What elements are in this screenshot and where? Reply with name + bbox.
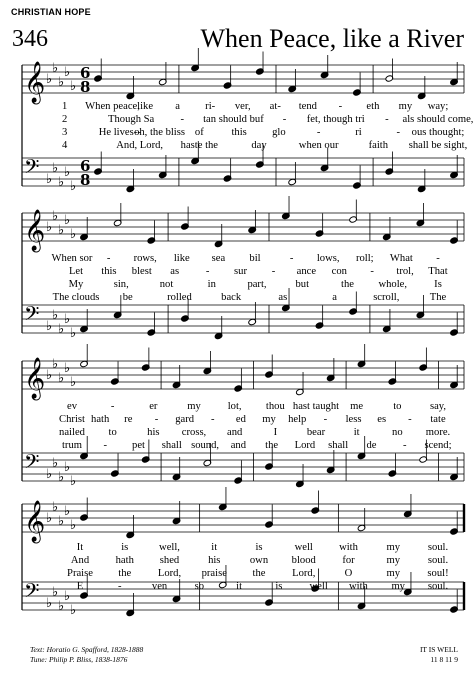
lyric-syllable: it — [353, 427, 360, 438]
lyric-syllable: haste the — [180, 140, 219, 151]
time-signature-bottom: 8 — [80, 171, 91, 189]
lyric-line — [0, 139, 474, 152]
staff-bass — [22, 302, 464, 341]
lyric-line — [0, 126, 474, 139]
lyric-syllable: ance — [296, 266, 317, 277]
lyric-syllable: Though Sa — [108, 114, 155, 125]
bass-clef-icon: 𝄢 — [24, 155, 40, 183]
lyric-syllable: it — [211, 542, 218, 553]
lyric-line — [0, 100, 474, 113]
flat-icon: ♭ — [52, 585, 59, 600]
lyric-syllable: ri- — [205, 101, 216, 112]
lyric-syllable: - — [338, 101, 343, 112]
lyric-syllable: the — [341, 279, 354, 290]
flat-icon: ♭ — [70, 326, 77, 341]
tune-name: IT IS WELL — [419, 645, 458, 654]
lyric-syllable: - — [211, 414, 215, 425]
time-signature-bottom: 8 — [80, 78, 91, 96]
flat-icon: ♭ — [58, 75, 65, 90]
bass-clef-icon: 𝄢 — [24, 579, 40, 607]
lyric-syllable: for — [342, 555, 355, 566]
lyric-syllable: - — [436, 253, 440, 264]
lyric-syllable: es — [377, 414, 387, 425]
flat-icon: ♭ — [46, 596, 53, 611]
lyric-syllable: rolled — [167, 292, 192, 303]
lyric-syllable: no — [392, 427, 403, 438]
lyric-syllable: my — [386, 568, 401, 579]
lyric-syllable: He lives-- — [98, 127, 141, 138]
flat-icon: ♭ — [46, 368, 53, 383]
lyric-syllable: the — [252, 568, 266, 579]
lyric-syllable: - — [205, 266, 210, 277]
lyric-syllable: ri — [355, 127, 362, 138]
lyric-syllable: ev — [67, 401, 77, 412]
lyric-syllable: hast taught — [292, 401, 340, 412]
lyric-syllable: soul. — [427, 542, 449, 553]
lyric-syllable: back — [221, 292, 242, 303]
lyric-syllable: ous thought; — [411, 127, 465, 138]
lyric-syllable: to — [393, 401, 402, 412]
lyric-syllable: O — [344, 568, 353, 579]
staff-treble — [22, 209, 464, 252]
lyric-syllable: E — [76, 581, 84, 592]
lyric-syllable: soul! — [427, 568, 449, 579]
staff-treble — [22, 357, 464, 400]
lyric-syllable: is — [255, 542, 263, 553]
lyric-syllable: - — [396, 127, 400, 138]
lyric-syllable: sin, — [113, 279, 129, 290]
lyric-syllable: Christ — [59, 414, 85, 425]
flat-icon: ♭ — [70, 518, 77, 533]
lyric-syllable: at- — [269, 101, 281, 112]
lyric-syllable: to — [108, 427, 117, 438]
flat-icon: ♭ — [70, 179, 77, 194]
lyric-syllable: so — [194, 581, 205, 592]
flat-icon: ♭ — [58, 599, 65, 614]
lyric-syllable: trum — [61, 440, 83, 451]
staff-bass — [22, 450, 464, 489]
lyric-syllable: rows, — [133, 253, 157, 264]
lyric-syllable: pet — [132, 440, 146, 451]
flat-icon: ♭ — [52, 161, 59, 176]
flat-icon: ♭ — [58, 371, 65, 386]
lyric-syllable: re — [124, 414, 133, 425]
lyric-syllable: as — [278, 292, 288, 303]
treble-clef-icon: 𝄞 — [24, 62, 46, 103]
lyric-syllable: ven — [151, 581, 168, 592]
lyric-syllable: blood — [291, 555, 316, 566]
lyric-line — [0, 413, 474, 426]
lyric-line — [0, 541, 474, 554]
lyric-line — [0, 400, 474, 413]
lyric-syllable: lot, — [227, 401, 242, 412]
lyric-syllable: sur — [234, 266, 248, 277]
lyric-syllable: help — [288, 414, 307, 425]
lyric-syllable: when our — [298, 140, 339, 151]
lyric-syllable: my — [386, 542, 401, 553]
lyric-syllable: 1 — [62, 101, 68, 112]
lyric-syllable: this — [101, 266, 117, 277]
lyric-syllable: thou — [265, 401, 285, 412]
lyric-syllable: - — [103, 440, 108, 451]
lyric-syllable: sound, — [191, 440, 220, 451]
flat-icon: ♭ — [70, 227, 77, 242]
lyric-syllable: Lord — [294, 440, 316, 451]
lyric-syllable: The clouds — [52, 292, 100, 303]
lyric-syllable: hath — [115, 555, 134, 566]
lyric-syllable: more. — [425, 427, 451, 438]
lyric-syllable: trol, — [396, 266, 414, 277]
hymn-number: 346 — [12, 26, 48, 52]
lyric-syllable: - — [110, 401, 115, 412]
lyric-syllable: is — [121, 542, 129, 553]
flat-icon: ♭ — [64, 65, 71, 80]
lyric-syllable: de — [366, 440, 377, 451]
lyric-syllable: with — [349, 581, 368, 592]
lyric-syllable: lows, — [316, 253, 340, 264]
lyric-syllable: gard — [175, 414, 195, 425]
flat-icon: ♭ — [64, 361, 71, 376]
bass-clef-icon: 𝄢 — [24, 450, 40, 478]
lyric-syllable: - — [282, 114, 287, 125]
lyric-syllable: my — [398, 101, 413, 112]
lyric-syllable: My — [68, 279, 84, 290]
lyric-syllable: The — [429, 292, 447, 303]
treble-clef-icon: 𝄞 — [24, 210, 46, 251]
lyric-syllable: - — [323, 414, 328, 425]
lyric-syllable: - — [316, 127, 321, 138]
lyric-syllable: the — [265, 440, 279, 451]
lyric-syllable: praise — [201, 568, 227, 579]
lyric-syllable: - — [289, 253, 294, 264]
lyric-syllable: Lord, — [157, 568, 182, 579]
lyric-syllable: - — [118, 581, 122, 592]
lyric-syllable: scroll, — [373, 292, 400, 303]
lyric-syllable: a — [175, 101, 180, 112]
lyric-syllable: whole, — [378, 279, 408, 290]
lyric-syllable: bear — [306, 427, 326, 438]
lyric-syllable: part, — [247, 279, 267, 290]
lyric-syllable: 3 — [62, 127, 68, 138]
lyric-syllable: hath — [91, 414, 110, 425]
lyric-syllable: it — [236, 581, 243, 592]
meter: 11 8 11 9 — [430, 655, 458, 664]
tune-credit: Tune: Philip P. Bliss, 1838-1876 — [30, 655, 128, 664]
lyric-syllable: me — [350, 401, 364, 412]
lyric-syllable: like — [137, 101, 154, 112]
lyric-syllable: - — [106, 253, 111, 264]
lyric-syllable: Praise — [67, 568, 93, 579]
lyric-syllable: cross, — [181, 427, 207, 438]
lyric-syllable: - — [408, 414, 412, 425]
staff-treble — [22, 500, 464, 543]
flat-icon: ♭ — [64, 213, 71, 228]
flat-icon: ♭ — [70, 375, 77, 390]
flat-icon: ♭ — [46, 220, 53, 235]
lyric-syllable: shall — [328, 440, 349, 451]
flat-icon: ♭ — [64, 312, 71, 327]
lyric-line — [0, 567, 474, 580]
lyric-syllable: - — [385, 114, 389, 125]
lyric-syllable: his — [208, 555, 221, 566]
lyric-syllable: ver, — [234, 101, 251, 112]
lyric-syllable: be — [122, 292, 133, 303]
lyric-syllable: in — [207, 279, 216, 290]
lyric-line — [0, 439, 474, 452]
lyric-syllable: What — [389, 253, 413, 264]
flat-icon: ♭ — [46, 319, 53, 334]
flat-icon: ♭ — [46, 467, 53, 482]
lyric-syllable: eth — [366, 101, 380, 112]
lyric-syllable: Lord, — [292, 568, 316, 579]
flat-icon: ♭ — [52, 61, 59, 76]
lyric-syllable: And — [70, 555, 90, 566]
flat-icon: ♭ — [52, 357, 59, 372]
lyric-syllable: and — [227, 427, 243, 438]
flat-icon: ♭ — [58, 470, 65, 485]
flat-icon: ♭ — [64, 165, 71, 180]
lyric-syllable: als should come, — [402, 114, 474, 125]
lyric-syllable: soul. — [427, 555, 449, 566]
flat-icon: ♭ — [52, 456, 59, 471]
lyric-syllable: well — [294, 542, 313, 553]
lyric-syllable: I — [273, 427, 278, 438]
lyric-syllable: a — [332, 292, 337, 303]
text-credit: Text: Horatio G. Spafford, 1828-1888 — [30, 645, 144, 654]
lyric-syllable: - — [154, 414, 159, 425]
lyric-syllable: my — [187, 401, 201, 412]
lyric-syllable: my — [262, 414, 276, 425]
flat-icon: ♭ — [70, 474, 77, 489]
bass-clef-icon: 𝄢 — [24, 302, 40, 330]
lyric-line — [0, 113, 474, 126]
flat-icon: ♭ — [46, 511, 53, 526]
lyric-syllable: - — [271, 266, 276, 277]
lyric-syllable: Is — [434, 279, 442, 290]
lyric-syllable: shed — [159, 555, 180, 566]
lyric-syllable: say, — [429, 401, 447, 412]
lyric-syllable: well — [309, 581, 328, 592]
lyric-syllable: like — [173, 253, 190, 264]
lyric-syllable: soul. — [427, 581, 449, 592]
lyric-syllable: and — [230, 440, 247, 451]
lyric-syllable: blest — [131, 266, 152, 277]
lyric-syllable: faith — [368, 140, 389, 151]
flat-icon: ♭ — [52, 500, 59, 515]
lyric-syllable: Let — [68, 266, 84, 277]
lyric-syllable: day — [251, 140, 267, 151]
flat-icon: ♭ — [52, 209, 59, 224]
flat-icon: ♭ — [70, 603, 77, 618]
flat-icon: ♭ — [64, 504, 71, 519]
lyric-syllable: tate — [430, 414, 446, 425]
lyric-syllable: tend — [298, 101, 317, 112]
flat-icon: ♭ — [64, 460, 71, 475]
lyric-syllable: own — [249, 555, 269, 566]
hymn-title: When Peace, like a River — [200, 24, 464, 53]
lyric-syllable: bil — [249, 253, 261, 264]
lyric-syllable: scend; — [424, 440, 452, 451]
treble-clef-icon: 𝄞 — [24, 358, 46, 399]
lyric-syllable: well, — [159, 542, 180, 553]
lyric-syllable: tan should buf — [203, 114, 264, 125]
lyric-syllable: shall be sight, — [408, 140, 468, 151]
lyric-syllable: roll; — [355, 253, 374, 264]
lyric-syllable: nailed — [59, 427, 85, 438]
flat-icon: ♭ — [52, 308, 59, 323]
flat-icon: ♭ — [70, 79, 77, 94]
flat-icon: ♭ — [58, 175, 65, 190]
flat-icon: ♭ — [58, 514, 65, 529]
section-heading: CHRISTIAN HOPE — [11, 7, 91, 17]
lyric-syllable: the — [118, 568, 132, 579]
lyric-syllable: er — [149, 401, 158, 412]
lyric-syllable: con — [331, 266, 347, 277]
flat-icon: ♭ — [46, 172, 53, 187]
lyric-syllable: When peace, — [85, 101, 140, 112]
lyric-line — [0, 426, 474, 439]
lyric-line — [0, 252, 474, 265]
lyric-syllable: That — [428, 266, 448, 277]
lyric-syllable: this — [231, 127, 247, 138]
time-signature-top: 6 — [80, 157, 91, 175]
flat-icon: ♭ — [58, 223, 65, 238]
lyric-syllable: less — [345, 414, 362, 425]
lyric-syllable: way; — [427, 101, 449, 112]
lyric-line — [0, 554, 474, 567]
lyric-syllable: fet, though tri — [306, 114, 365, 125]
lyric-syllable: shall — [161, 440, 182, 451]
lyric-syllable: And, Lord, — [116, 140, 164, 151]
flat-icon: ♭ — [64, 589, 71, 604]
treble-clef-icon: 𝄞 — [24, 501, 46, 542]
lyric-syllable: my — [386, 555, 401, 566]
lyric-syllable: but — [295, 279, 310, 290]
lyric-syllable: my — [391, 581, 405, 592]
lyric-syllable: sea — [211, 253, 226, 264]
lyric-syllable: of — [194, 127, 204, 138]
lyric-line — [0, 278, 474, 291]
lyric-syllable: with — [339, 542, 358, 553]
lyric-syllable: his — [147, 427, 160, 438]
lyric-line — [0, 291, 474, 304]
lyric-line — [0, 580, 474, 593]
flat-icon: ♭ — [46, 72, 53, 87]
lyric-line — [0, 265, 474, 278]
lyric-syllable: - — [402, 440, 407, 451]
lyric-syllable: 2 — [62, 114, 68, 125]
lyric-syllable: not — [159, 279, 174, 290]
lyric-syllable: 4 — [62, 140, 68, 151]
lyric-syllable: - — [370, 266, 374, 277]
flat-icon: ♭ — [58, 322, 65, 337]
lyric-syllable: glo — [272, 127, 286, 138]
lyric-syllable: as — [170, 266, 180, 277]
lyric-syllable: is — [275, 581, 283, 592]
lyric-syllable: oh, the bliss — [134, 127, 186, 138]
lyric-syllable: ed — [235, 414, 246, 425]
time-signature-top: 6 — [80, 64, 91, 82]
lyric-syllable: It — [76, 542, 84, 553]
lyric-syllable: - — [180, 114, 185, 125]
lyric-syllable: When sor — [51, 253, 93, 264]
